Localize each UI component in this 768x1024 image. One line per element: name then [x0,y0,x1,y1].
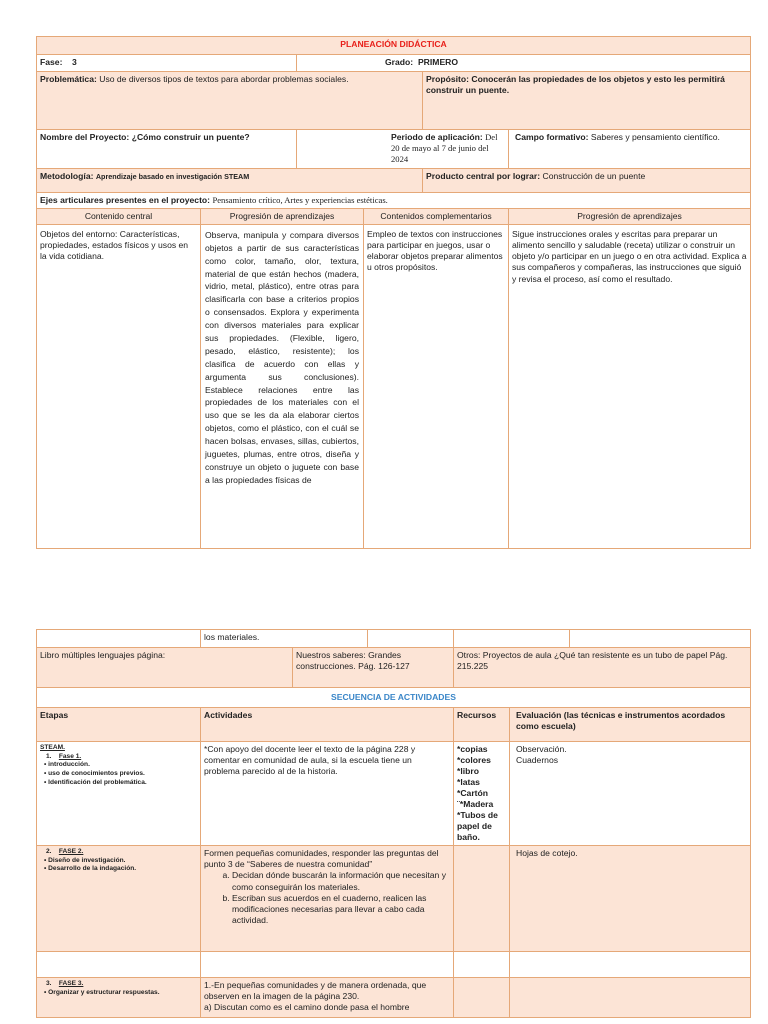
etapa-fase-1: STEAM. 1. Fase 1. • introducción. • uso de conocimientos previos. • Identificación del problemática. [37,742,201,846]
producto-cell: Producto central por lograr: Construcción de un puente [423,168,751,192]
actividad-fase-2: Formen pequeñas comunidades, responder las preguntas del punto 3 de “Saberes de nuestra comunidad” a. Decidan dónde buscarán la información que necesitan y como conseguirán los materiales. b. Escriban sus acuerdos en el cuaderno, realicen las modificaciones necesarias para llevar a cabo cada actividad. [201,846,454,952]
evaluacion-fase-1: Observación. Cuadernos [510,742,751,846]
blank-cell [570,630,751,648]
page-title: PLANEACIÓN DIDÁCTICA [37,37,751,55]
evaluacion-fase-2: Hojas de cotejo. [510,846,751,952]
header-evaluacion: Evaluación (las técnicas e instrumentos acordados como escuela) [510,708,751,742]
grado-cell: Grado: PRIMERO [297,55,751,72]
list-item: b. Escriban sus acuerdos en el cuaderno, realicen las modificaciones necesarias para llevar a cabo cada actividad. [232,893,450,927]
complementarios-text: Empleo de textos con instrucciones para participar en juegos, usar o elaborar objetos preparar alimentos u otros propósitos. [364,224,509,548]
metodologia-cell: Metodología: Aprendizaje basado en investigación STEAM [37,168,423,192]
blank-cell [37,952,201,978]
secuencia-table [36,629,751,1018]
nuestros-saberes-cell: Nuestros saberes: Grandes construcciones. Pág. 126-127 [293,648,454,688]
evaluacion-fase-3 [510,978,751,1018]
secuencia-title: SECUENCIA DE ACTIVIDADES [37,688,751,708]
blank-cell [454,952,510,978]
periodo-cell: Periodo de aplicación: Del 20 de mayo al 7 de junio del 2024 [297,130,509,169]
recursos-fase-3 [454,978,510,1018]
planeacion-table [36,36,751,549]
header-actividades: Actividades [201,708,454,742]
contenido-central-text: Objetos del entorno: Características, propiedades, estados físicos y usos en la vida cotidiana. [37,224,201,548]
otros-cell: Otros: Proyectos de aula ¿Qué tan resistente es un tubo de papel Pág. 215.225 [454,648,751,688]
header-recursos: Recursos [454,708,510,742]
progresion-1-text: Observa, manipula y compara diversos objetos a partir de sus características como color, tamaño, olor, textura, material de que están hechos (madera, vidrio, metal, plástico), entre otras para clasificarla con base a criterios propios o consensados. Explora y experimenta con diversos materiales para explicar sus propiedades. (Flexible, ligero, pesado, elástico, resistente); los clasifica de acuerdo con ellas y argumenta sus conclusiones). Establece relaciones entre las propiedades de los materiales con el uso que se les da ala elaborar ciertos objetos, como el plástico, con el cuál se hacen bolsas, envases, sillas, cubiertos, juguetes, plumas, entre otros, diseña y construye un objeto o juguete con base a las propiedades físicas de [201,224,364,548]
problematica-cell: Problemática: Uso de diversos tipos de textos para abordar problemas sociales. [37,72,423,130]
progresion-2-text: Sigue instrucciones orales y escritas para preparar un alimento sencillo y saludable (receta) utilizar o construir un objeto y/o participar en un juego o en otra actividad. Explica a sus compañeros y compañeras, las instrucciones que siguió y revisa el proceso, así como el resultado. [509,224,751,548]
blank-cell [454,630,570,648]
header-progresion-2: Progresión de aprendizajes [509,208,751,224]
list-item: a. Decidan dónde buscarán la información que necesitan y como conseguirán los materiales. [232,870,450,892]
header-etapas: Etapas [37,708,201,742]
blank-cell [37,630,201,648]
fase-cell: Fase: 3 [37,55,297,72]
continuation-text: los materiales. [201,630,368,648]
proyecto-cell: Nombre del Proyecto: ¿Cómo construir un puente? [37,130,297,169]
blank-cell [201,952,454,978]
recursos-fase-2 [454,846,510,952]
header-complementarios: Contenidos complementarios [364,208,509,224]
etapa-fase-2: 2. FASE 2. • Diseño de investigación. • Desarrollo de la indagación. [37,846,201,952]
etapa-fase-3: 3. FASE 3. • Organizar y estructurar respuestas. [37,978,201,1018]
blank-cell [510,952,751,978]
campo-cell: Campo formativo: Saberes y pensamiento científico. [509,130,751,169]
actividad-fase-3: 1.-En pequeñas comunidades y de manera ordenada, que observen en la imagen de la página 230. a) Discutan como es el camino donde pasa el hombre [201,978,454,1018]
blank-cell [368,630,454,648]
libro-cell: Libro múltiples lenguajes página: [37,648,293,688]
actividad-fase-1: *Con apoyo del docente leer el texto de la página 228 y comentar en comunidad de aula, si la escuela tiene un problema parecido al de la historia. [201,742,454,846]
header-contenido-central: Contenido central [37,208,201,224]
ejes-cell: Ejes articulares presentes en el proyecto: Pensamiento crítico, Artes y experiencias estéticas. [37,192,751,208]
header-progresion-1: Progresión de aprendizajes [201,208,364,224]
recursos-fase-1: *copias *colores *libro *latas *Cartón ¨*Madera *Tubos de papel de baño. [454,742,510,846]
proposito-cell: Propósito: Conocerán las propiedades de los objetos y esto les permitirá construir un puente. [423,72,751,130]
